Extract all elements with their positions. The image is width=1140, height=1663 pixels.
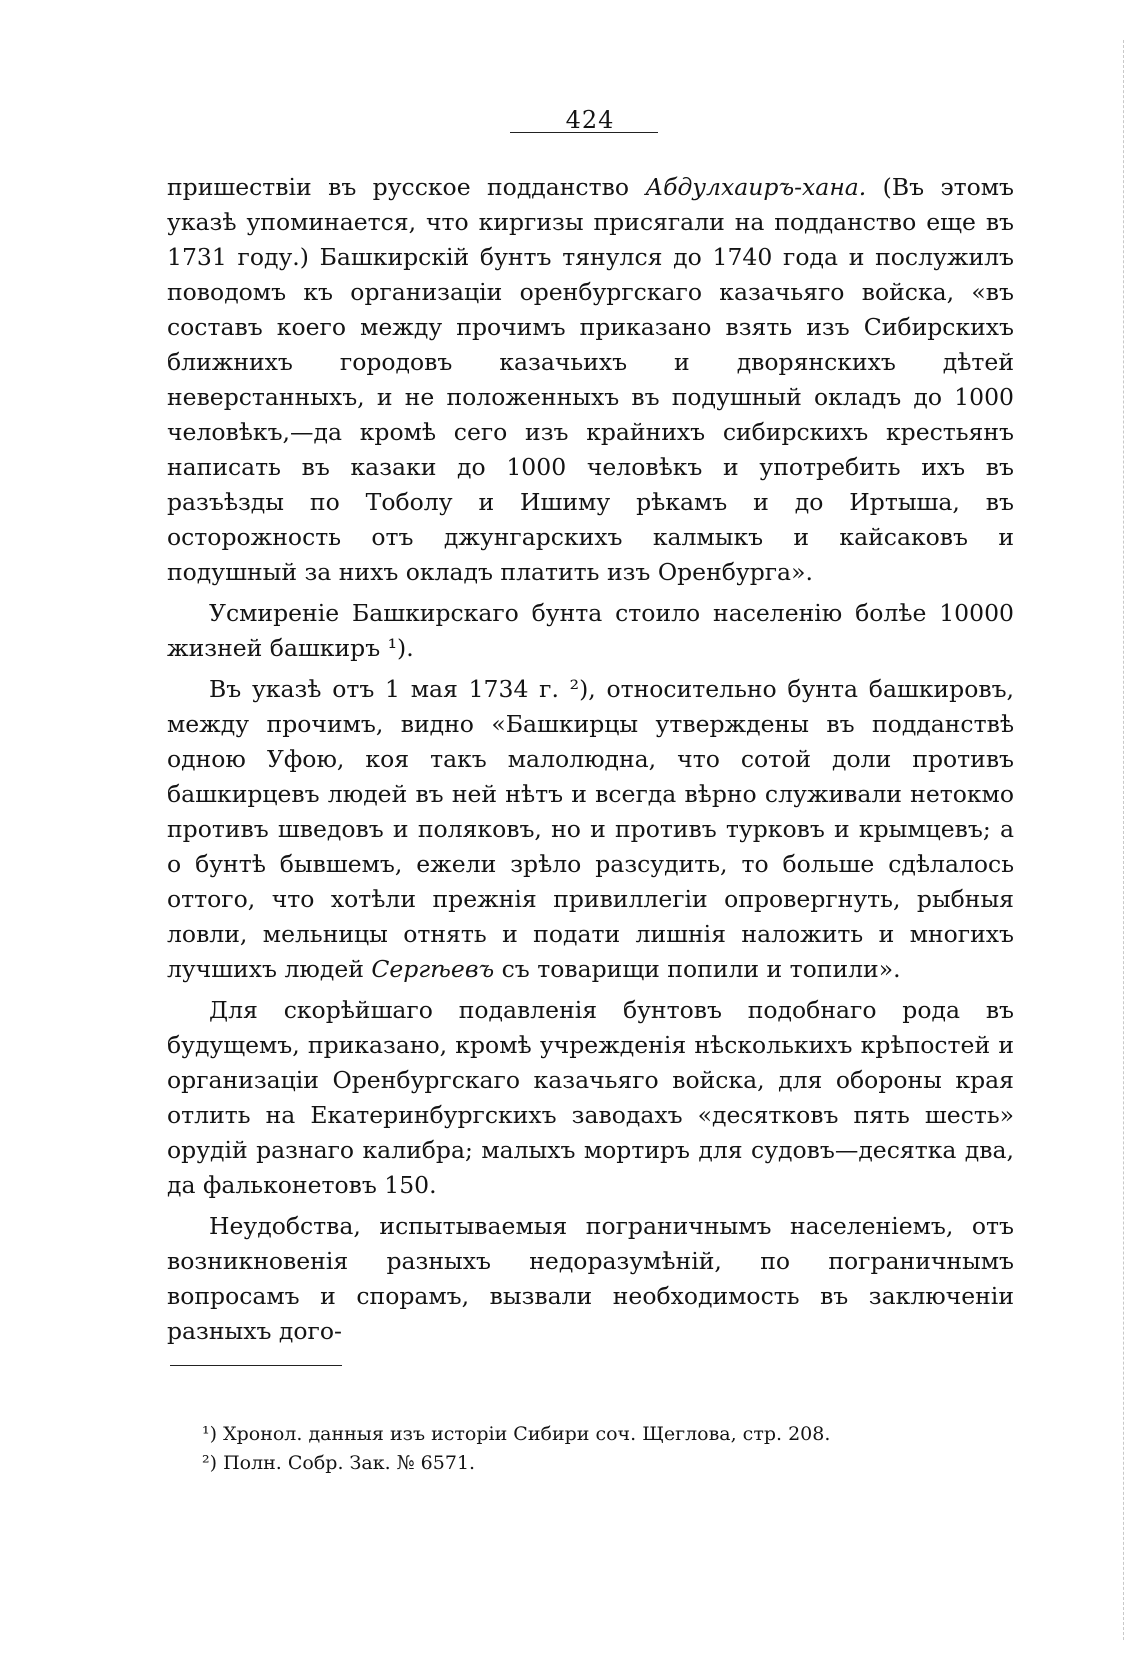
paragraph-3	[167, 672, 1014, 987]
page-number-rule	[510, 132, 658, 133]
italic-sergeev: Сергѣевъ	[371, 955, 495, 983]
page-number: 424	[565, 106, 615, 134]
paragraph-4: Для скорѣйшаго подавленія бунтовъ подобнаго рода въ будущемъ, приказано, кромѣ учрежденія нѣсколькихъ крѣпостей и организаціи Оренбургскаго казачьяго войска, для обороны края отлить на Екатеринбургскихъ заводахъ «десятковъ пять шесть» орудій разнаго калибра; малыхъ мортиръ для судовъ—десятка два, да фальконетовъ 150.	[167, 996, 1014, 1199]
paragraph-1	[167, 170, 1014, 590]
paragraph-5: Неудобства, испытываемыя пограничнымъ населеніемъ, отъ возникновенія разныхъ недоразумѣній, по пограничнымъ вопросамъ и спорамъ, вызвали необходимость въ заключеніи разныхъ дого-	[167, 1212, 1014, 1345]
paragraph-3-start: Въ указѣ отъ 1 мая 1734 г. ²), относительно бунта башкировъ, между прочимъ, видно «Башкирцы утверждены въ подданствѣ одною Уфою, коя такъ малолюдна, что сотой доли противъ башкирцевъ людей въ ней нѣтъ и всегда вѣрно служивали нетокмо противъ шведовъ и поляковъ, но и противъ турковъ и крымцевъ; а о бунтѣ бывшемъ, ежели зрѣло разсудить, то больше сдѣлалось оттого, что хотѣли прежнія привиллегіи опровергнуть, рыбныя ловли, мельницы отнять и подати лишнія наложить и многихъ лучшихъ людей	[167, 675, 1014, 983]
footnote-2: ²) Полн. Собр. Зак. № 6571.	[202, 1452, 476, 1474]
footnotes	[202, 1420, 962, 1478]
paragraph-1-rest: (Въ этомъ указѣ упоминается, что киргизы присягали на подданство еще въ 1731 году.) Башкирскій бунтъ тянулся до 1740 года и послужилъ поводомъ къ организаціи оренбургскаго казачьяго войска, «въ составъ коего между прочимъ приказано взять изъ Сибирскихъ ближнихъ городовъ казачьихъ и дворянскихъ дѣтей неверстанныхъ, и не положенныхъ въ подушный окладъ до 1000 человѣкъ,—да кромѣ сего изъ крайнихъ сибирскихъ крестьянъ написать въ казаки до 1000 человѣкъ и употребить ихъ въ разъѣзды по Тоболу и Ишиму рѣкамъ и до Иртыша, въ осторожность отъ джунгарскихъ калмыкъ и кайсаковъ и подушный за нихъ окладъ платить изъ Оренбурга».	[167, 173, 1015, 586]
scan-edge-mark	[1123, 40, 1124, 1640]
paragraph-3-end: съ товарищи попили и топили».	[494, 955, 901, 983]
italic-khan-name: Абдулхаиръ-хана.	[645, 173, 867, 201]
footnote-separator	[170, 1365, 342, 1366]
body-text	[167, 170, 1014, 1349]
paragraph-2: Усмиреніе Башкирскаго бунта стоило населенію болѣе 10000 жизней башкиръ ¹).	[167, 599, 1014, 662]
paragraph-1-start: пришествіи въ русское подданство	[167, 173, 646, 201]
footnote-1: ¹) Хронол. данныя изъ исторіи Сибири соч. Щеглова, стр. 208.	[202, 1423, 831, 1445]
